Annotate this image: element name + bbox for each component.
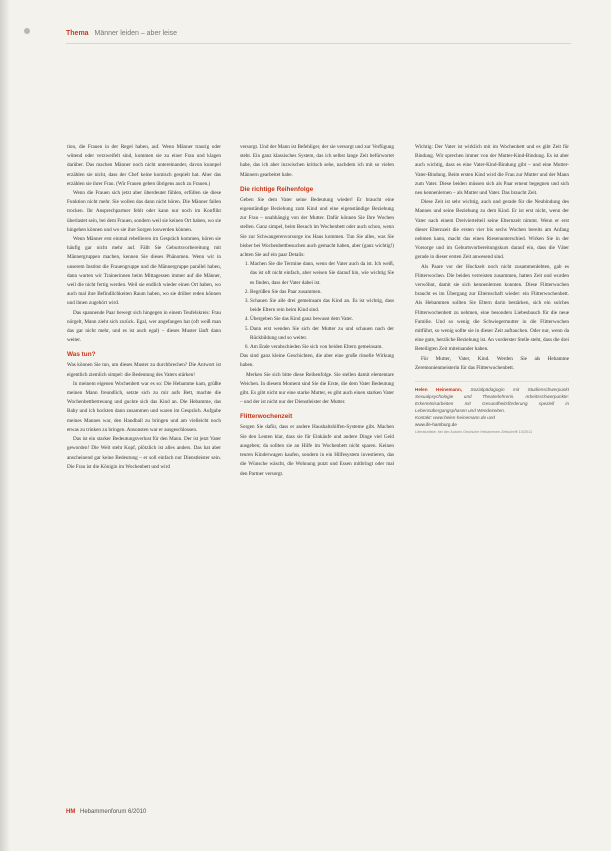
paragraph: Merken Sie sich bitte diese Reihenfolge. Sie stellen damit elementare Weichen. In diesem Moment sind Sie die Erste, die dem Vater Bedeutung gibt. Es gibt nicht nur eine starke Mutter, es gibt auch einen starken Vater – und der ist nicht nur der Dienstleister der Mutter. bbox=[240, 371, 394, 406]
subheading-flitterwochenzeit: Flitterwochenzeit bbox=[240, 413, 293, 421]
list-item: 2. Begrüßen Sie das Paar zusammen. bbox=[250, 288, 394, 297]
list-item: 3. Schauen Sie alle drei gemeinsam das Kind an. Es ist wichtig, dass beide Eltern rein beim Kind sind. bbox=[250, 297, 394, 315]
list-item: 4. Übergeben Sie das Kind ganz bewusst dem Vater. bbox=[250, 315, 394, 324]
page-footer bbox=[66, 809, 146, 815]
paragraph: Diese Zeit ist sehr wichtig, auch und gerade für die Neubindung des Mannes und seine Beziehung zu dem Kind. Er ist erst nicht, wenn der Vater nach einem Dreiviertelteil seine Elternzeit nimmt. Wenn er erst dieser Elternzeit die ersten vier bis sechs Wochen bereits am Anfang nehmen kann, macht das einen Riesenunterschied. Wirken Sie in der Vorsorge und im Geburtsvorbereitungskurs darauf ein, dass die Väter gerade in dieser ersten Zeit anwesend sind. bbox=[415, 199, 569, 261]
text-column-1 bbox=[67, 143, 221, 769]
paragraph: Geben Sie dem Vater seine Bedeutung wieder! Er braucht eine eigenständige Beziehung zum Kind und eine eigenständige Beziehung zur Frau – unabhängig von der Mutter. Dafür können Sie Ihre Wochen stellen. Ganz simpel, beim Besuch im Wochenbett oder auch schon, wenn Sie zur Schwangerenvorsorge ins Haus kommen. Tun Sie alles, was Sie bisher bei Wochenbettbesuchen auch gemacht haben, aber (ganz wichtig!) achten Sie auf ein paar Details: bbox=[240, 196, 394, 259]
list-item: 1. Machen Sie die Termine dann, wenn der Vater auch da ist. Ich weiß, das ist oft nicht einfach, aber weisen Sie darauf hin, wie wichtig Sie es finden, dass der Vater dabei ist. bbox=[250, 260, 394, 288]
website-link[interactable]: www.ife-hamburg.de bbox=[415, 422, 457, 428]
paragraph: In meinem eigenen Wochenbett war es so: Die Hebamme kam, grüßte meinen Mann freundlich, setzte sich zu mir aufs Bett, machte die Wochenbettbetreuung und guckte sich das Kind an. Die Hebamme, das Baby und ich hockten dann zusammen und waren im Gespräch. Aufgabe meines Mannes war, den Handball zu bringen und am vielleicht noch etwas zu trinken zu bringen. Ansonsten war er ausgeschlossen. bbox=[67, 380, 221, 433]
paragraph: Wenn Männer erst einmal rebellieren im Gespräch kommen, hören sie häufig gar nicht mehr auf. Fällt Sie Geburtsvorbereitung mit Männergruppen machen, kennen Sie dieses Phänomen. Wenn wir in unserem Institut die Frauengruppe und die Männergruppe parallel haben, dann warten wir Trainerinnen beim Mittagessen immer auf die Männer, weil die nicht fertig werden. Weil sie endlich wieder einen Ort haben, wo auch mal ihre Befindlichkeiten Raum haben, wo sie drüber reden können und ihnen zugehört wird. bbox=[67, 236, 221, 307]
author-bio bbox=[415, 381, 569, 436]
literature-credit: Literaturliste: bei der Autorin Deutsche Hebammen Zeitschrift 10/2011 bbox=[415, 430, 533, 435]
paragraph: Das ist ein starker Bedeutungsverlust für den Mann. Der ist jetzt Vater geworden! Die Welt steht Kopf, plötzlich ist alles anders. Das hat aber anscheinend gar keine Bedeutung – er soll einfach nur Dienstleister sein. Die Frau ist die Königin im Wochenbett und wird bbox=[67, 436, 221, 470]
contact-label: Kontakt: bbox=[415, 415, 432, 421]
paragraph: Für Mutter, Vater, Kind. Werden Sie als Hebamme Zeremonienmeisterin für das Flitterwochenbett. bbox=[415, 355, 569, 371]
journal-name: Hebammenforum 6/2010 bbox=[80, 809, 147, 815]
section-subtitle: Männer leiden – aber leise bbox=[94, 30, 178, 37]
paragraph: Sorgen Sie dafür, dass er andere Haushaltshilfen-Systeme gibt. Machen Sie den Leuten klar, dass sie für Einkäufe und andere Dinge viel Geld ausgeben; da sollten sie an Hilfe im Wochenbett nicht sparen. Keinen teuren Kinderwagen kaufen, sondern in ein Hilfesystem investieren, das die Wünsche wäscht, die Wohnung putzt und Essen mitbringt oder mal den Partner versorgt. bbox=[240, 424, 394, 477]
paragraph: Als Paare vor der Hochzeit noch nicht zusammenlebten, gab es Flitterwochen. Die beiden verreisten zusammen, hatten Zeit und wurden verwöhnt, damit sie sich kennenlernen konnten. Diese Flitterwochen braucht es im Übergang zur Elternschaft wieder: ein Flitterwochenbett. Als Hebammen sollten Sie Eltern darin bestärken, sich ein solches Flitterwochenbett zu nehmen, eine besonders Liebesbauch für die neue Familie. Und so wenig die Schwiegermutter in die Flitterwochen mitführt, so wenig sollte sie in dieser Zeit auftauchen. Oder nur, wenn da eine gute, herzliche Beziehung ist. An vorderster Stelle steht, dass die drei Beteiligten Zeit miteinander haben. bbox=[415, 263, 569, 353]
header-rule bbox=[66, 43, 571, 44]
paragraph: Das spannende Paar bewegt sich hingegen in einem Teufelskreis: Frau nörgelt, Mann zieht sich zurück. Egal, wer angefangen hat (oft weiß man das gar nicht mehr, und es ist auch egal) – dieses Muster läuft dann weiter. bbox=[67, 309, 221, 344]
paragraph: tion, die Frauen in der Regel haben, auf. Wenn Männer traurig oder wütend oder verzweifelt sind, kommen sie zu einer Frau und klagen darüber. Das machen Männer noch nicht untereinander, davon kunnpel erzählen sie nicht, dass der Chef keine komisch gespielt hat. Aber das erzählen sie ihrer Frau. (Wir Frauen geben übrigens auch zu Frauen.) bbox=[67, 144, 221, 187]
punch-hole-mark bbox=[24, 28, 30, 34]
paragraph: Das sind ganz kleine Geschichten, die aber eine große rituelle Wirkung haben. bbox=[240, 353, 394, 369]
paragraph: versorgt. Und der Mann ist Befehliger, der sie versorgt und zur Verfügung steht. Ein ganz klassisches System, das ich selbst lange Zeit befürwortet habe, das ich aber inzwischen kritisch sehe, nachdem ich mit so vielen Männern gearbeitet habe. bbox=[240, 144, 394, 178]
steps-list bbox=[240, 260, 394, 352]
author-description: Sozialpädagogin mit Studienschwerpunkt Sexualpsychologie und Theaterlehrerin. Arbeitsschwerpunkte: Erkenntnisarbeiten mit Gesundheitsförderung speziell in Lebensübergangsphasen und Wendezeiten. bbox=[415, 387, 569, 414]
text-column-3 bbox=[415, 143, 569, 769]
text-column-2 bbox=[240, 143, 394, 769]
running-header bbox=[66, 30, 571, 42]
subheading-reihenfolge: Die richtige Reihenfolge bbox=[240, 185, 314, 193]
page-number: HM bbox=[66, 809, 76, 815]
subheading-was-tun: Was tun? bbox=[67, 351, 96, 359]
list-item: 5. Dann erst wenden Sie sich der Mutter zu und schauen nach der Rückbildung und so weiter. bbox=[250, 325, 394, 343]
section-label: Thema bbox=[66, 30, 89, 37]
paragraph: Wichtig: Der Vater ist wirklich mit im Wochenbett und es gibt Zeit für Bindung. Wir sprechen immer von der Mutter-Kind-Bindung. Es ist aber auch wichtig, dass es eine Vater-Kind-Bindung gibt – und eine Mutter-Vater-Bindung. Beim ersten Kind wird die Frau zur Mutter und der Mann zum Vater. Diese beiden müssen sich als Paar erneut begegnen und sich neu kennenlernen – als Mutter und Vater. Das braucht Zeit. bbox=[415, 144, 569, 197]
list-item: 6. Am Ende verabschieden Sie sich von beiden Eltern gemeinsam. bbox=[250, 343, 394, 352]
contact-text: www.helen-heinemann.de und bbox=[433, 415, 495, 421]
paragraph: Wenn die Frauen sich jetzt aber überdeutet fühlen, erfüllen sie diese Funktion nicht mehr. Sie wollen das dann nicht hören. Die Männer fallen trocken. Ihr Ansprechpartner fehlt oder kann nur noch im Konflikt überlastet sein, bei dem Frauen, sondern weil sie keinen Ort haben, wo sie hingehen können und wo sie ihre Sorgen loswerden können. bbox=[67, 190, 221, 233]
paragraph: Was können Sie tun, um dieses Muster zu durchbrechen? Die Antwort ist eigentlich ziemlich simpel: die Bedeutung des Vaters stärken! bbox=[67, 362, 221, 378]
author-name: Helen Heinemann, bbox=[415, 387, 463, 393]
